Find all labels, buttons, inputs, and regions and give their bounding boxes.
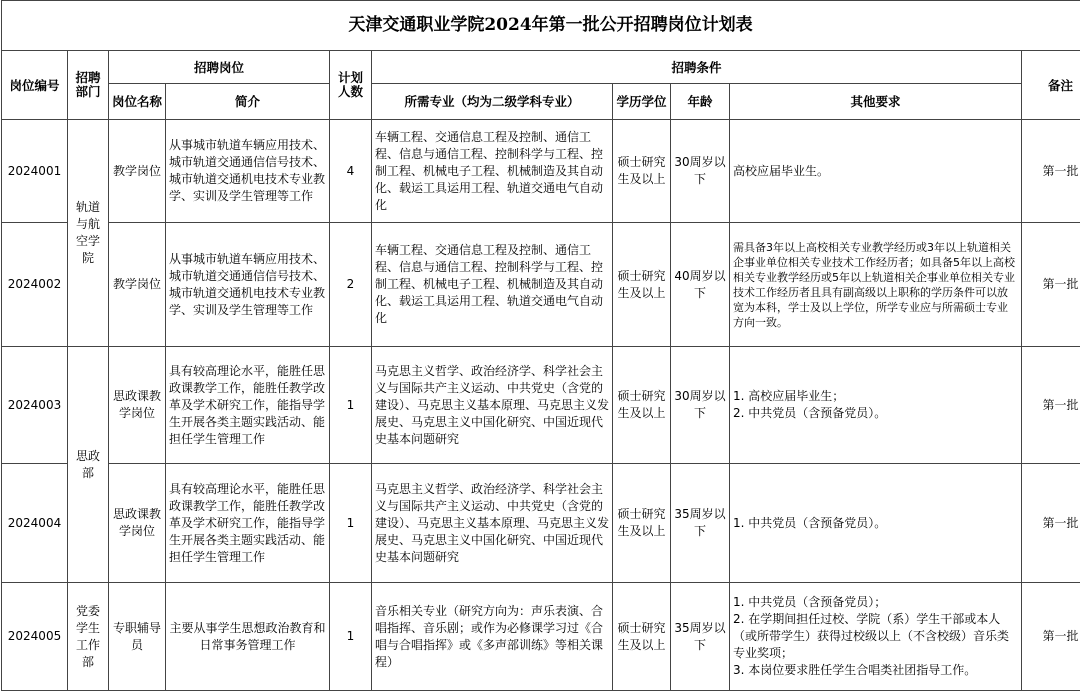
table-row: [2, 120, 1080, 223]
table-row: [2, 347, 1080, 464]
table-row: [2, 583, 1080, 691]
header-conditions: 招聘条件: [372, 51, 1022, 84]
position-name: 专职辅导员: [109, 583, 166, 691]
position-name: 思政课教学岗位: [109, 464, 166, 583]
degree-requirement: 硕士研究生及以上: [613, 583, 671, 691]
age-requirement: 30周岁以下: [671, 120, 730, 223]
degree-requirement: 硕士研究生及以上: [613, 464, 671, 583]
header-remarks: 备注: [1022, 51, 1080, 120]
header-count: 计划人数: [330, 51, 372, 120]
header-post-id: 岗位编号: [2, 51, 68, 120]
post-id: 2024001: [2, 120, 68, 223]
age-requirement: 40周岁以下: [671, 223, 730, 347]
remark: 第一批: [1022, 347, 1080, 464]
plan-count: 1: [330, 583, 372, 691]
header-position-name: 岗位名称: [109, 84, 166, 120]
recruitment-table: [1, 0, 1080, 691]
required-major: 车辆工程、交通信息工程及控制、通信工程、信息与通信工程、控制科学与工程、控制工程、机械电子工程、机械制造及其自动化、载运工具运用工程、轨道交通电气自动化: [372, 120, 613, 223]
department-cell: 轨道与航空学院: [68, 120, 109, 347]
header-department: 招聘部门: [68, 51, 109, 120]
remark: 第一批: [1022, 120, 1080, 223]
degree-requirement: 硕士研究生及以上: [613, 223, 671, 347]
page-title: 天津交通职业学院2024年第一批公开招聘岗位计划表: [2, 1, 1080, 51]
other-requirements: 1. 高校应届毕业生； 2. 中共党员（含预备党员）。: [730, 347, 1022, 464]
position-summary: 具有较高理论水平，能胜任思政课教学工作，能胜任教学改革及学术研究工作，能指导学生开展各类主题实践活动、能担任学生管理工作: [166, 347, 330, 464]
position-name: 教学岗位: [109, 223, 166, 347]
post-id: 2024002: [2, 223, 68, 347]
plan-count: 2: [330, 223, 372, 347]
table-row: [2, 464, 1080, 583]
degree-requirement: 硕士研究生及以上: [613, 347, 671, 464]
table-row: [2, 223, 1080, 347]
position-name: 教学岗位: [109, 120, 166, 223]
age-requirement: 30周岁以下: [671, 347, 730, 464]
header-age: 年龄: [671, 84, 730, 120]
plan-count: 1: [330, 464, 372, 583]
required-major: 马克思主义哲学、政治经济学、科学社会主义与国际共产主义运动、中共党史（含党的建设）、马克思主义基本原理、马克思主义发展史、马克思主义中国化研究、中国近现代史基本问题研究: [372, 347, 613, 464]
age-requirement: 35周岁以下: [671, 464, 730, 583]
remark: 第一批: [1022, 223, 1080, 347]
department-cell: 思政部: [68, 347, 109, 583]
position-name: 思政课教学岗位: [109, 347, 166, 464]
department-cell: 党委学生工作部: [68, 583, 109, 691]
other-requirements: 1. 中共党员（含预备党员）。: [730, 464, 1022, 583]
post-id: 2024004: [2, 464, 68, 583]
required-major: 音乐相关专业（研究方向为：声乐表演、合唱指挥、音乐剧；或作为必修课学习过《合唱与合唱指挥》或《多声部训练》等相关课程）: [372, 583, 613, 691]
header-other: 其他要求: [730, 84, 1022, 120]
post-id: 2024003: [2, 347, 68, 464]
position-summary: 主要从事学生思想政治教育和日常事务管理工作: [166, 583, 330, 691]
header-degree: 学历学位: [613, 84, 671, 120]
remark: 第一批: [1022, 464, 1080, 583]
header-major: 所需专业（均为二级学科专业）: [372, 84, 613, 120]
plan-count: 4: [330, 120, 372, 223]
required-major: 车辆工程、交通信息工程及控制、通信工程、信息与通信工程、控制科学与工程、控制工程、机械电子工程、机械制造及其自动化、载运工具运用工程、轨道交通电气自动化: [372, 223, 613, 347]
post-id: 2024005: [2, 583, 68, 691]
plan-count: 1: [330, 347, 372, 464]
position-summary: 从事城市轨道车辆应用技术、城市轨道交通通信信号技术、城市轨道交通机电技术专业教学、实训及学生管理等工作: [166, 120, 330, 223]
header-position: 招聘岗位: [109, 51, 330, 84]
position-summary: 具有较高理论水平，能胜任思政课教学工作，能胜任教学改革及学术研究工作，能指导学生开展各类主题实践活动、能担任学生管理工作: [166, 464, 330, 583]
position-summary: 从事城市轨道车辆应用技术、城市轨道交通通信信号技术、城市轨道交通机电技术专业教学、实训及学生管理等工作: [166, 223, 330, 347]
header-summary: 简介: [166, 84, 330, 120]
age-requirement: 35周岁以下: [671, 583, 730, 691]
other-requirements: 需具备3年以上高校相关专业教学经历或3年以上轨道相关企事业单位相关专业技术工作经历者；如具备5年以上高校相关专业教学经历或5年以上轨道相关企事业单位相关专业技术工作经历者且具有副高级以上职称的学历条件可以放宽为本科，学士及以上学位，所学专业应与所需硕士专业方向一致。: [730, 223, 1022, 347]
required-major: 马克思主义哲学、政治经济学、科学社会主义与国际共产主义运动、中共党史（含党的建设）、马克思主义基本原理、马克思主义发展史、马克思主义中国化研究、中国近现代史基本问题研究: [372, 464, 613, 583]
other-requirements: 1. 中共党员（含预备党员）； 2. 在学期间担任过校、学院（系）学生干部或本人（或所带学生）获得过校级以上（不含校级）音乐类专业奖项； 3. 本岗位要求胜任学生合唱类社团指导工作。: [730, 583, 1022, 691]
other-requirements: 高校应届毕业生。: [730, 120, 1022, 223]
degree-requirement: 硕士研究生及以上: [613, 120, 671, 223]
remark: 第一批: [1022, 583, 1080, 691]
